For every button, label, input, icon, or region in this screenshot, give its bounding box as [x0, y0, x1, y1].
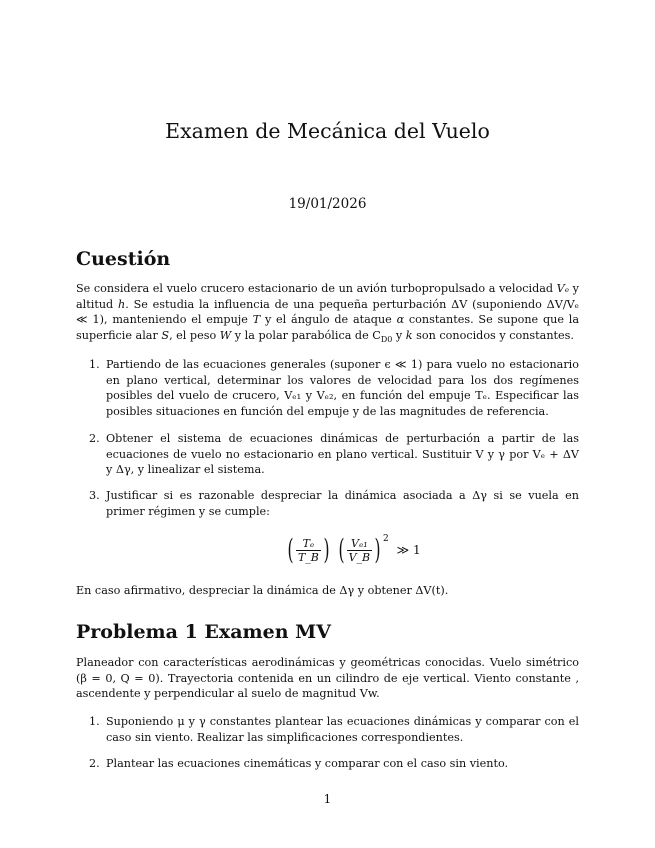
- page-number: 1: [323, 792, 332, 806]
- cuestion-item-2: [89, 431, 579, 478]
- item-text: Plantear las ecuaciones cinemáticas y comparar con el caso sin viento.: [106, 757, 509, 770]
- problema-intro: Planeador con características aerodinámicas y geométricas conocidas. Vuelo simétrico (β = 0, Q = 0). Trayectoria contenida en un cilindro de eje vertical. Viento constante , ascendente y perpendicular al suelo de magnitud Vw.: [76, 656, 579, 701]
- item-text: Partiendo de las ecuaciones generales (suponer ϵ ≪ 1) para vuelo no estacionario en plano vertical, determinar los valores de velocidad para los dos regímenes posibles del vuelo de crucero, Vₑ₁ y Vₑ₂, en función del empuje Tₑ. Especificar las posibles situaciones en función del empuje y de las magnitudes de referencia.: [106, 358, 579, 418]
- item-number: 2.: [89, 432, 100, 445]
- cuestion-item-1: [89, 357, 579, 419]
- item-number: 1.: [89, 715, 100, 728]
- item-number: 1.: [89, 358, 100, 371]
- section-heading-cuestion: Cuestión: [76, 248, 171, 270]
- item-number: 2.: [89, 757, 100, 770]
- cuestion-intro: Se considera el vuelo crucero estacionario de un avión turbopropulsado a velocidad Vₑ y altitud h. Se estudia la influencia de una pequeña perturbación ΔV (suponiendo ΔV/Vₑ ≪ 1), manteniendo el empuje T y el ángulo de ataque α constantes. Se supone que la superficie alar S, el peso W y la polar parabólica de $C_{D0}$ y k son conocidos y constantes.: [76, 282, 579, 345]
- cuestion-closing: En caso afirmativo, despreciar la dinámica de Δγ y obtener ΔV(t).: [76, 584, 449, 597]
- problema-item-1: [89, 714, 579, 745]
- item-text: Justificar si es razonable despreciar la dinámica asociada a Δγ si se vuela en primer régimen y se cumple:: [106, 489, 579, 518]
- item-text: Obtener el sistema de ecuaciones dinámicas de perturbación a partir de las ecuaciones de vuelo no estacionario en plano vertical. Sustituir V y γ por Vₑ + ΔV y Δγ, y linealizar el sistema.: [106, 432, 579, 477]
- condition-equation: ( $\frac{\text{Tₑ}}{T\_B}$ ) ( $\frac{\text{Vₑ₁}}{V\_B}$ ) $^2$ ≫ 1: [287, 533, 421, 566]
- item-number: 3.: [89, 489, 100, 502]
- document-date: 19/01/2026: [288, 196, 367, 212]
- item-text: Suponiendo μ y γ constantes plantear las ecuaciones dinámicas y comparar con el caso sin viento. Realizar las simplificaciones correspondientes.: [106, 715, 579, 744]
- cuestion-item-3: [89, 488, 579, 519]
- problema-item-2: [89, 756, 579, 772]
- section-heading-problema: Problema 1 Examen MV: [76, 621, 331, 643]
- document-title: Examen de Mecánica del Vuelo: [165, 119, 490, 143]
